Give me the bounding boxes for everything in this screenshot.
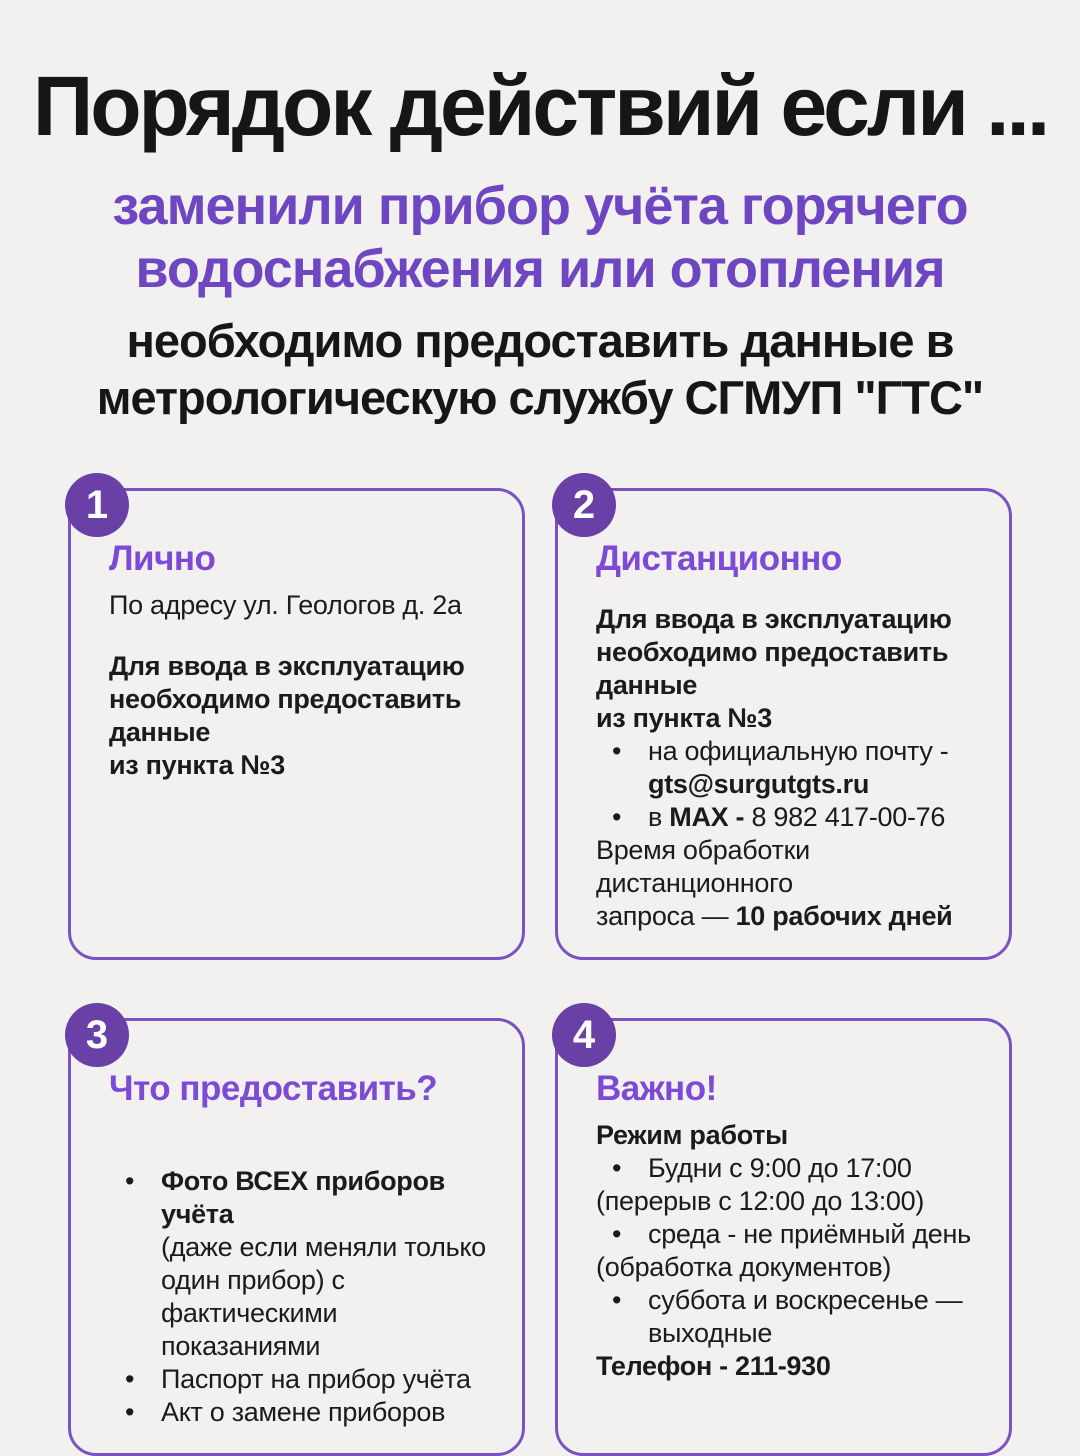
text-run: Паспорт на прибор учёта [161,1364,471,1395]
page-note [0,313,1080,426]
text-run: необходимо предоставить данные [109,684,462,748]
card-remote [555,482,1012,960]
text-run: (обработка документов) [596,1252,892,1283]
poster-page [0,58,1080,1428]
text-line [596,1119,979,1152]
list-item [596,1152,979,1185]
bullet-icon: • [612,1219,622,1250]
text-run: из пункта №3 [109,750,285,781]
text-run: в [648,802,670,833]
text-line [596,1251,979,1284]
list-item [596,735,979,768]
text-run: запроса — [596,901,736,932]
text-line [109,1330,492,1363]
text-run: из пункта №3 [596,703,772,734]
card-in-person [68,482,525,960]
card-body [109,589,492,782]
page-title: Порядок действий если ... [32,59,1048,153]
text-run: суббота и воскресенье — [648,1285,963,1316]
spacer [596,589,979,603]
text-line [109,650,492,683]
text-line [596,900,979,933]
subtitle-line-2: водоснабжения или отопления [135,239,945,300]
text-line [109,1231,492,1264]
list-item [109,1165,492,1231]
text-run: Акт о замене приборов [161,1397,446,1428]
number-badge: 4 [552,1003,616,1067]
text-run: Будни с 9:00 до 17:00 [648,1153,912,1184]
card-body [109,1119,492,1429]
text-run: один прибор) с фактическими [161,1265,345,1329]
note-line-2: метрологическую службу СГМУП "ГТС" [96,370,984,424]
number-badge: 3 [65,1003,129,1067]
text-run: Время обработки дистанционного [596,835,810,899]
text-run: gts@surgutgts.ru [648,769,870,800]
spacer [109,622,492,650]
bullet-icon: • [125,1166,135,1197]
text-run: показаниями [161,1331,321,1362]
bullet-icon: • [612,736,622,767]
text-run: Фото ВСЕХ приборов учёта [161,1166,445,1230]
list-item [596,1218,979,1251]
card-body [596,589,979,933]
text-run: на официальную почту - [648,736,949,767]
text-line [109,683,492,749]
text-run: необходимо предоставить данные [596,637,949,701]
card-important [555,1012,1012,1456]
text-line [596,834,979,900]
card-what-to-provide [68,1012,525,1456]
text-line [109,589,492,622]
text-run: 10 рабочих дней [735,901,953,932]
list-item [596,801,979,834]
text-line [109,749,492,782]
card-heading: Что предоставить? [109,1069,438,1109]
card-body [596,1119,979,1383]
number-badge: 1 [65,473,129,537]
text-line [109,1264,492,1330]
text-run: (перерыв с 12:00 до 13:00) [596,1186,925,1217]
list-item [109,1396,492,1429]
text-line [596,1317,979,1350]
text-run: По адресу ул. Геологов д. 2а [109,590,462,621]
text-line [596,768,979,801]
text-run: (даже если меняли только [161,1232,486,1263]
text-run: Для ввода в эксплуатацию [109,651,465,682]
text-run: выходные [648,1318,773,1349]
text-line [596,1185,979,1218]
note-line-1: необходимо предоставить данные в [126,314,954,368]
cards-grid [68,482,1012,1456]
card-heading: Лично [109,539,216,579]
bullet-icon: • [612,802,622,833]
list-item [596,1284,979,1317]
text-run: 8 982 417-00-76 [751,802,946,833]
text-line [596,603,979,636]
bullet-icon: • [125,1364,135,1395]
text-line [596,636,979,702]
text-run: среда - не приёмный день [648,1219,971,1250]
bullet-icon: • [612,1153,622,1184]
text-line [596,1350,979,1383]
number-badge: 2 [552,473,616,537]
text-run: MAX - [669,802,752,833]
spacer [109,1119,492,1165]
page-subtitle [0,175,1080,301]
list-item [109,1363,492,1396]
card-heading: Важно! [596,1069,717,1109]
text-run: Режим работы [596,1120,788,1151]
text-run: Телефон - 211-930 [596,1351,831,1382]
text-run: Для ввода в эксплуатацию [596,604,952,635]
text-line [596,702,979,735]
bullet-icon: • [612,1285,622,1316]
bullet-icon: • [125,1397,135,1428]
subtitle-line-1: заменили прибор учёта горячего [112,176,968,236]
card-heading: Дистанционно [596,539,842,579]
